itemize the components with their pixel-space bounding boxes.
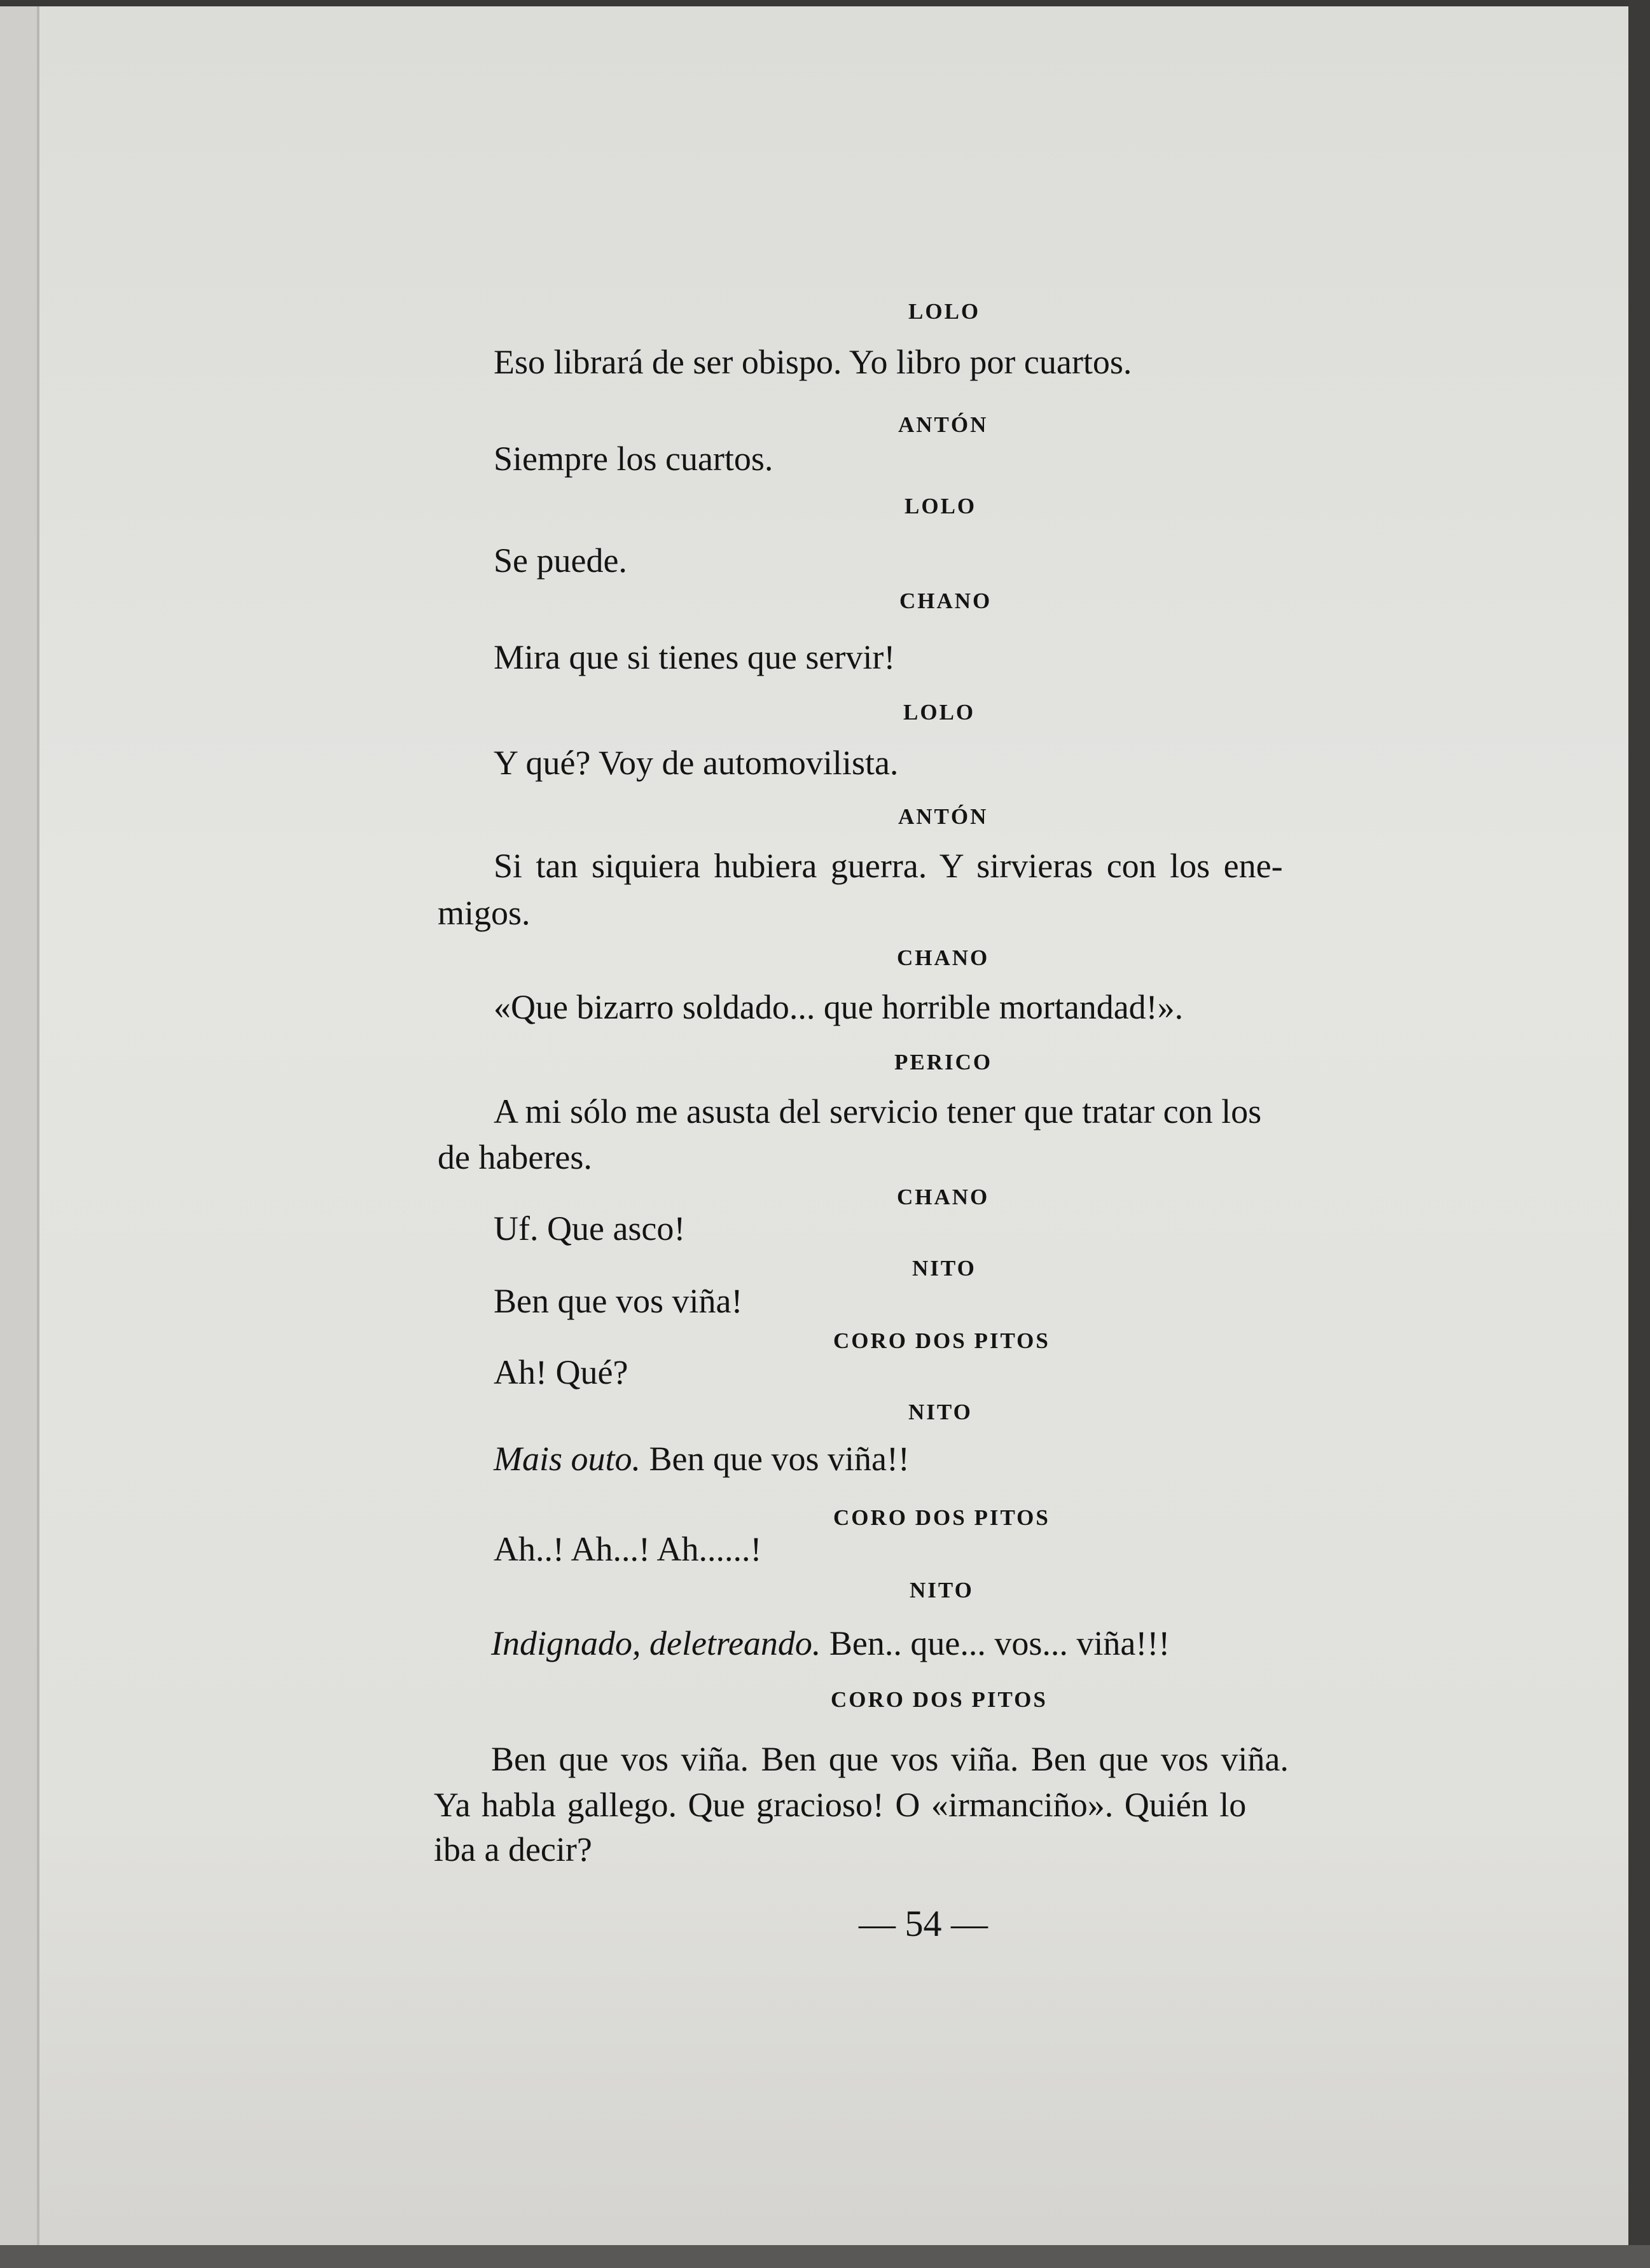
dialogue-line: Ah! Qué? — [494, 1353, 628, 1391]
speaker-label: CORO DOS PITOS — [833, 1328, 1050, 1353]
dialogue-line: de haberes. — [438, 1138, 592, 1176]
stage-direction: Mais outo. — [494, 1440, 641, 1478]
speaker-label: NITO — [912, 1256, 976, 1281]
speaker-label: NITO — [908, 1400, 973, 1424]
dialogue-line — [0, 1624, 1650, 1663]
page-number: — 54 — — [859, 1903, 988, 1944]
speaker-label: ANTÓN — [898, 804, 988, 829]
dialogue-line: Y qué? Voy de automovilista. — [494, 744, 899, 782]
right-edge — [1628, 0, 1650, 2268]
speaker-label: CORO DOS PITOS — [833, 1505, 1050, 1530]
page-spine-edge — [37, 0, 39, 2268]
dialogue-line: A mi sólo me asusta del servicio tener que tratar con los — [494, 1092, 1262, 1131]
dialogue-line: Siempre los cuartos. — [494, 440, 773, 478]
dialogue-line: Si tan siquiera hubiera guerra. Y sirvieras con los ene- — [494, 847, 1283, 885]
dialogue-line: migos. — [438, 894, 530, 932]
speaker-label: LOLO — [908, 299, 981, 324]
dialogue-line: Uf. Que asco! — [494, 1209, 686, 1248]
speaker-label: CHANO — [897, 1185, 990, 1209]
dialogue-line: Mira que si tienes que servir! — [494, 638, 896, 676]
dialogue-line — [0, 1439, 1650, 1478]
dialogue-line: Ben que vos viña. Ben que vos viña. Ben que vos viña. — [491, 1740, 1289, 1778]
dialogue-text: Ben.. que... vos... viña!!! — [829, 1624, 1170, 1662]
speaker-label: CORO DOS PITOS — [831, 1687, 1048, 1712]
dialogue-line: Ben que vos viña! — [494, 1282, 743, 1320]
speaker-label: ANTÓN — [898, 412, 988, 437]
stage-direction: Indignado, deletreando. — [491, 1624, 821, 1662]
speaker-label: CHANO — [899, 588, 992, 613]
top-edge — [0, 0, 1650, 6]
dialogue-line: «Que bizarro soldado... que horrible mortandad!». — [494, 988, 1184, 1026]
speaker-label: LOLO — [903, 700, 976, 725]
dialogue-line: Ah..! Ah...! Ah......! — [494, 1530, 762, 1568]
dialogue-text: Ben que vos viña!! — [649, 1440, 910, 1478]
speaker-label: CHANO — [897, 945, 990, 970]
bottom-edge — [0, 2245, 1650, 2268]
dialogue-line: Ya habla gallego. Que gracioso! O «irmanciño». Quién lo — [434, 1786, 1247, 1824]
dialogue-line: Se puede. — [494, 541, 627, 580]
dialogue-line: Eso librará de ser obispo. Yo libro por cuartos. — [494, 343, 1132, 381]
speaker-label: LOLO — [905, 494, 977, 518]
speaker-label: PERICO — [894, 1050, 993, 1075]
speaker-label: NITO — [910, 1578, 974, 1603]
dialogue-line: iba a decir? — [434, 1830, 592, 1868]
